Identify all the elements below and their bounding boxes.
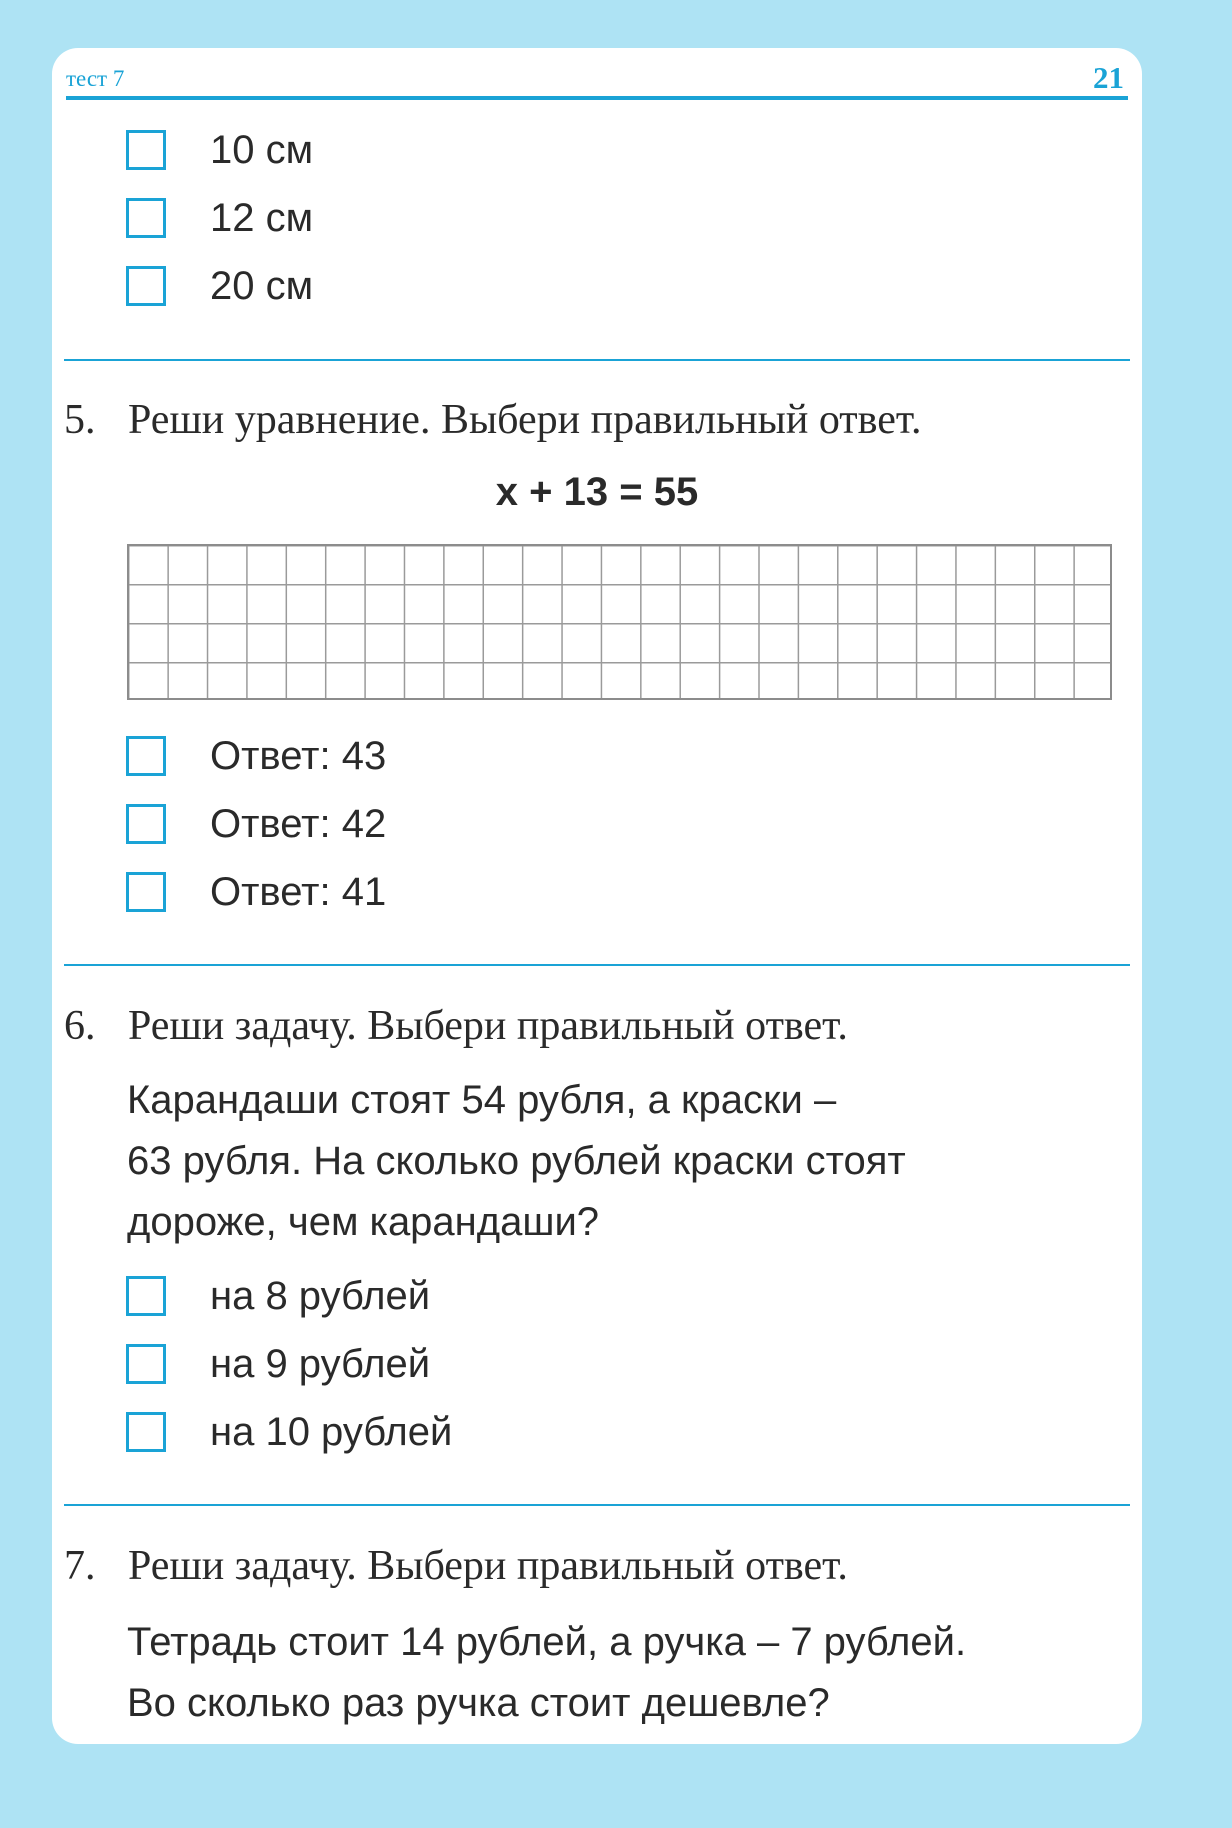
- q4-option[interactable]: [126, 184, 313, 252]
- answer-checkbox[interactable]: [126, 736, 166, 776]
- question-number: 5.: [64, 397, 96, 443]
- answer-checkbox[interactable]: [126, 804, 166, 844]
- question-number: 6.: [64, 1003, 96, 1049]
- q6-title: [64, 1002, 848, 1050]
- answer-checkbox[interactable]: [126, 1344, 166, 1384]
- answer-checkbox[interactable]: [126, 130, 166, 170]
- q5-options: [126, 722, 386, 926]
- option-label: на 9 рублей: [210, 1341, 431, 1386]
- problem-line: Во сколько раз ручка стоит дешевле?: [127, 1681, 830, 1725]
- q6-problem: [127, 1070, 906, 1253]
- q6-option[interactable]: [126, 1262, 452, 1330]
- option-label: 20 см: [210, 263, 314, 308]
- q6-option[interactable]: [126, 1330, 452, 1398]
- answer-checkbox[interactable]: [126, 266, 166, 306]
- q7-problem: [127, 1612, 966, 1734]
- option-label: на 8 рублей: [210, 1273, 431, 1318]
- q5-option[interactable]: [126, 722, 386, 790]
- page-header: [66, 56, 1128, 100]
- question-text: Реши задачу. Выбери правильный ответ.: [128, 1003, 848, 1049]
- q6-options: [126, 1262, 452, 1466]
- section-divider: [64, 964, 1130, 966]
- section-divider: [64, 1504, 1130, 1506]
- workbook-page: [52, 48, 1142, 1744]
- problem-line: Карандаши стоят 54 рубля, а краски –: [127, 1078, 837, 1122]
- q7-title: [64, 1542, 848, 1590]
- q5-option[interactable]: [126, 858, 386, 926]
- option-label: Ответ: 43: [210, 733, 387, 778]
- question-text: Реши уравнение. Выбери правильный ответ.: [128, 397, 922, 443]
- page-number: 21: [1093, 60, 1124, 95]
- q5-option[interactable]: [126, 790, 386, 858]
- problem-line: Тетрадь стоит 14 рублей, а ручка – 7 рублей.: [127, 1620, 967, 1664]
- answer-checkbox[interactable]: [126, 1412, 166, 1452]
- q5-title: [64, 396, 922, 444]
- q4-option[interactable]: [126, 116, 313, 184]
- q4-option[interactable]: [126, 252, 313, 320]
- option-label: 12 см: [210, 195, 314, 240]
- section-divider: [64, 359, 1130, 361]
- work-grid: [127, 544, 1112, 700]
- option-label: Ответ: 42: [210, 801, 387, 846]
- question-number: 7.: [64, 1543, 96, 1589]
- question-text: Реши задачу. Выбери правильный ответ.: [128, 1543, 848, 1589]
- problem-line: 63 рубля. На сколько рублей краски стоят: [127, 1139, 906, 1183]
- answer-checkbox[interactable]: [126, 872, 166, 912]
- option-label: Ответ: 41: [210, 869, 387, 914]
- answer-checkbox[interactable]: [126, 198, 166, 238]
- answer-checkbox[interactable]: [126, 1276, 166, 1316]
- q5-equation: x + 13 = 55: [495, 470, 699, 514]
- option-label: на 10 рублей: [210, 1409, 453, 1454]
- problem-line: дороже, чем карандаши?: [127, 1200, 600, 1244]
- test-label: тест 7: [66, 66, 125, 91]
- q4-options: [126, 116, 313, 320]
- option-label: 10 см: [210, 127, 314, 172]
- q6-option[interactable]: [126, 1398, 452, 1466]
